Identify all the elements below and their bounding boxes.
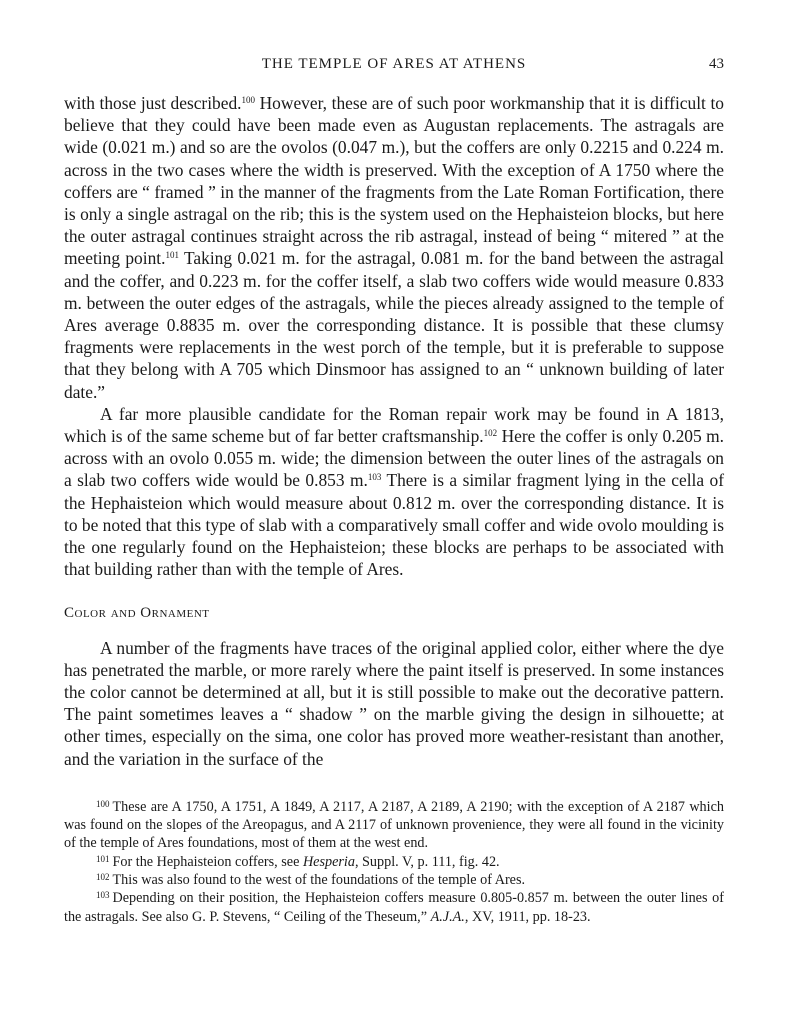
footnote-100-number: 100: [96, 798, 110, 809]
paragraph-1-part-2: However, these are of such poor workmanship that it is difficult to believe that they could have been made even as Augustan replacements. The astragals are wide (0.021 m.) and so are the ovolos (0.047 m.), but the coffers are only 0.2215 and 0.224 m. across in the two cases where the width is preserved. With the exception of A 1750 where the coffers are “ framed ” in the manner of the fragments from the Late Roman Fortification, there is only a single astragal on the rib; this is the system used on the Hephaisteion blocks, but here the outer astragal continues straight across the rib astragal, instead of being “ mitered ” at the meeting point.: [64, 93, 724, 269]
footnote-103-number: 103: [96, 890, 110, 901]
page-number: 43: [709, 56, 724, 72]
page: [64, 56, 724, 926]
paragraph-2-part-1: A far more plausible candidate for the Roman repair work may be found in A 1813, which is of the same scheme but of far better craftsmanship.: [64, 403, 724, 447]
footnote-101-journal: Hesperia: [302, 853, 355, 870]
footnote-100: [64, 798, 724, 853]
footnote-ref-103: 103: [367, 472, 382, 483]
footnote-101-number: 101: [96, 853, 110, 864]
section-heading: Color and Ornament: [64, 605, 210, 622]
body-text: [64, 92, 724, 770]
footnote-101: [64, 853, 724, 871]
footnote-103: [64, 889, 724, 926]
footnote-103-journal: A.J.A.: [430, 908, 465, 925]
footnote-ref-100: 100: [241, 95, 256, 105]
footnote-102-text: This was also found to the west of the foundations of the temple of Ares.: [112, 872, 526, 889]
paragraph-3: A number of the fragments have traces of the original applied color, either where the dye has penetrated the marble, or more rarely where the paint itself is preserved. In some instances the color cannot be determined at all, but it is still possible to make out the decorative pattern. The paint sometimes leaves a “ shadow ” on the marble giving the design in silhouette; at other times, especially on the sima, one color has proved more weather-resistant than another, and the variation in the surface of the: [64, 637, 724, 769]
footnote-101-text: For the Hephaisteion coffers, see: [112, 853, 303, 870]
paragraph-2-part-3: There is a similar fragment lying in the cella of the Hephaisteion which would measure about 0.812 m. over the corresponding distance. It is to be noted that this type of slab with a comparatively small coffer and wide ovolo moulding is the one regularly found on the Hephaisteion; these blocks are perhaps to be associated with that building rather than with the temple of Ares.: [64, 470, 724, 580]
footnote-102-number: 102: [96, 872, 110, 883]
footnote-103-text: Depending on their position, the Hephaisteion coffers measure 0.805-0.857 m. between the outer lines of the astragals. See also G. P. Stevens, “ Ceiling of the Theseum,”: [64, 890, 724, 925]
paragraph-1-part-1: with those just described.: [64, 93, 242, 113]
running-title: THE TEMPLE OF ARES AT ATHENS: [261, 56, 527, 72]
footnote-101-citation: , Suppl. V, p. 111, fig. 42.: [354, 853, 500, 870]
footnote-100-text: These are A 1750, A 1751, A 1849, A 2117, A 2187, A 2189, A 2190; with the exception of A 2187 which was found on the slopes of the Areopagus, and A 2117 of unknown provenience, they were all found in the vicinity of the temple of Ares foundations, most of them at the west end.: [64, 798, 724, 852]
paragraph-1: [64, 92, 724, 403]
footnote-102: [64, 871, 724, 889]
paragraph-2-part-2: Here the coffer is only 0.205 m. across with an ovolo 0.055 m. wide; the dimension between the outer lines of the astragals on a slab two coffers wide would be 0.853 m.: [64, 426, 724, 491]
paragraph-2: [64, 403, 724, 581]
footnote-ref-101: 101: [165, 250, 179, 261]
footnotes: [64, 798, 724, 926]
running-head: [64, 56, 724, 78]
paragraph-1-part-3: Taking 0.021 m. for the astragal, 0.081 m. for the band between the astragal and the coffer, and 0.223 m. for the coffer itself, a slab two coffers wide would measure 0.833 m. between the outer edges of the astragals, while the pieces already assigned to the temple of Ares average 0.8835 m. over the corresponding distance. It is possible that these clumsy fragments were replacements in the west porch of the temple, but it is preferable to suppose that they belong with A 705 which Dinsmoor has assigned to an “ unknown building of later date.”: [64, 248, 725, 402]
footnote-103-citation: , XV, 1911, pp. 18-23.: [464, 908, 591, 925]
footnote-ref-102: 102: [483, 428, 498, 439]
